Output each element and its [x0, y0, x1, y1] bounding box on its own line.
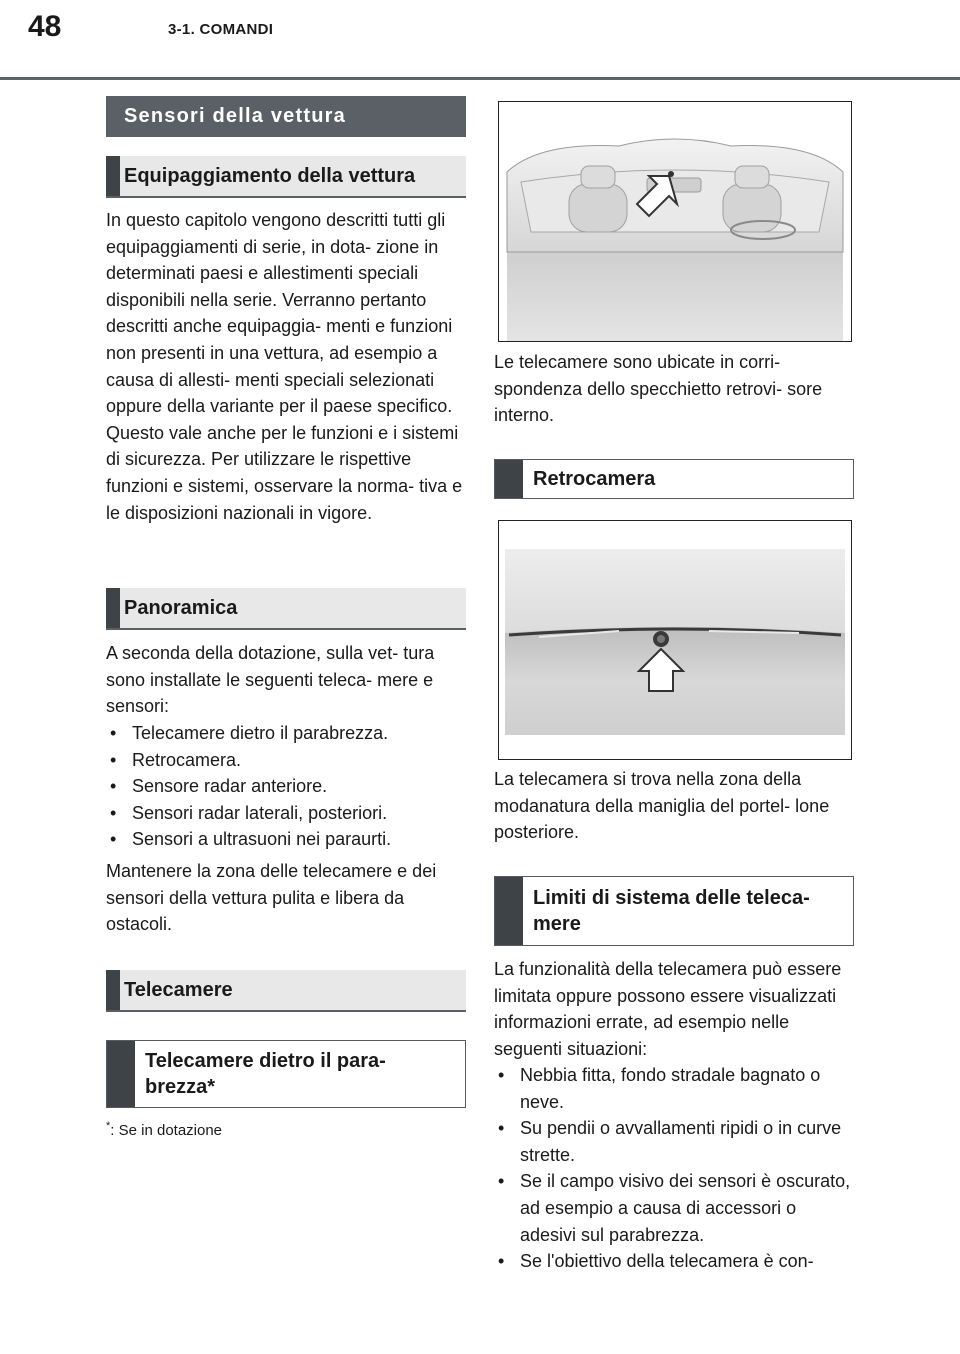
list-item: • Se il campo visivo dei sensori è oscurato, ad esempio a causa di accessori o adesivi sul parabrezza.	[498, 1171, 851, 1245]
list-item: • Nebbia fitta, fondo stradale bagnato o neve.	[498, 1065, 821, 1112]
interior-camera-caption: Le telecamere sono ubicate in corri- spondenza dello specchietto retrovi- sore interno.	[494, 352, 823, 426]
rear-camera-caption: La telecamera si trova nella zona della modanatura della maniglia del portel- lone posteriore.	[494, 769, 830, 843]
subheading-bar	[106, 156, 120, 196]
list-item: • Se l'obiettivo della telecamera è con-	[498, 1251, 814, 1272]
list-item: • Retrocamera.	[110, 749, 242, 770]
section-title-text: Sensori della vettura	[124, 105, 346, 127]
subheading-telecamere	[106, 970, 466, 1012]
box-heading-system-limits	[494, 876, 854, 946]
maintenance-paragraph: Mantenere la zona delle telecamere e dei sensori della vettura pulita e libera da ostacoli.	[106, 861, 437, 935]
box-heading-retrocamera	[494, 459, 854, 499]
box-heading-bar	[495, 460, 523, 498]
interior-illustration	[499, 102, 851, 341]
page-header	[0, 0, 960, 80]
footnote: *: Se in dotazione	[106, 1120, 223, 1139]
box-heading-text: Limiti di sistema delle teleca- mere	[533, 887, 810, 935]
list-item: • Sensori a ultrasuoni nei paraurti.	[110, 829, 392, 850]
box-heading-windshield-cameras	[106, 1040, 466, 1108]
list-item: • Sensori radar laterali, posteriori.	[110, 802, 388, 823]
box-heading-bar	[495, 877, 523, 945]
chapter-title: 3-1. COMANDI	[168, 21, 274, 38]
intro-paragraph: In questo capitolo vengono descritti tutti gli equipaggiamenti di serie, in dota- zione in determinati paesi e allestimenti speciali disponibili nella serie. Verranno pertanto descritti anche equipaggia- menti e funzioni non presenti in una vettura, ad esempio a causa di allesti- menti speciali selezionati oppure della variante per il paese specifico. Questo vale anche per le funzioni e i sistemi di sicurezza. Per utilizzare le rispettive funzioni e sistemi, osservare la norma- tiva e le disposizioni nazionali in vigore.	[106, 210, 463, 523]
sensor-list	[106, 720, 466, 853]
subheading-text: Equipaggiamento della vettura	[124, 164, 416, 187]
box-heading-text: Telecamere dietro il para- brezza*	[145, 1050, 386, 1098]
subheading-equipaggiamento	[106, 156, 466, 198]
header-divider	[0, 77, 960, 80]
overview-paragraph: A seconda della dotazione, sulla vet- tura sono installate le seguenti teleca- mere e sensori:	[106, 643, 435, 717]
tailgate-illustration	[499, 521, 851, 759]
limits-paragraph: La funzionalità della telecamera può essere limitata oppure possono essere visualizzati informazioni errate, ad esempio nelle seguenti situazioni:	[494, 959, 842, 1059]
list-item: • Su pendii o avvallamenti ripidi o in curve strette.	[498, 1118, 842, 1165]
interior-camera-figure	[498, 101, 852, 342]
box-heading-bar	[107, 1041, 135, 1107]
subheading-panoramica	[106, 588, 466, 630]
page-number: 48	[28, 10, 62, 43]
limits-list	[494, 1062, 854, 1275]
subheading-text: Panoramica	[124, 596, 238, 619]
list-item: • Telecamere dietro il parabrezza.	[110, 723, 389, 743]
rear-camera-figure	[498, 520, 852, 760]
section-title	[106, 96, 466, 137]
subheading-text: Telecamere	[124, 978, 233, 1001]
box-heading-text: Retrocamera	[533, 468, 656, 490]
subheading-bar	[106, 588, 120, 628]
list-item: • Sensore radar anteriore.	[110, 776, 328, 797]
subheading-bar	[106, 970, 120, 1010]
